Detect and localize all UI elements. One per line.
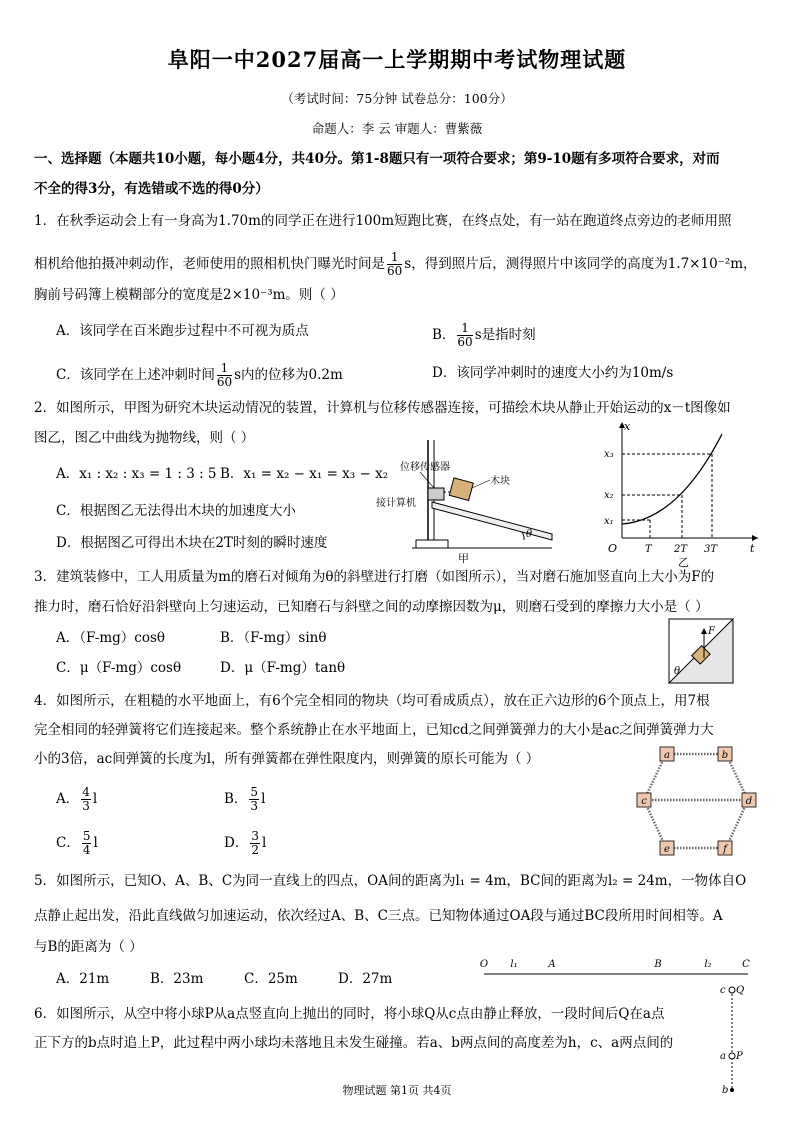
q4-fig-label-d: d <box>745 796 753 807</box>
q3-line2: 推力时，磨石恰好沿斜壁向上匀速运动，已知磨石与斜壁之间的动摩擦因数为μ，则磨石受到的摩擦力大小是（ ） <box>34 599 709 615</box>
q6-fig-c: c <box>720 985 726 996</box>
q4-figure-hexagon <box>634 744 760 860</box>
q2-option-c: C．根据图乙无法得出木块的加速度大小 <box>56 503 296 519</box>
q4-fig-label-a: a <box>664 750 670 761</box>
q1-fraction: $\frac{1}{60}$ <box>387 250 403 278</box>
q2-fig-b-xlabel: t <box>750 542 755 555</box>
q2-fig-b-ylabel: x <box>624 420 631 433</box>
q5-option-b: B．23m <box>150 971 204 987</box>
q5-option-c: C．25m <box>244 971 298 987</box>
q2-figure-apparatus <box>372 436 572 566</box>
q2-fig-a-block: 木块 <box>490 476 510 487</box>
q2-fig-b-xtick-2: 2T <box>674 544 688 555</box>
q3-fig-theta: θ <box>674 666 681 677</box>
q2-option-d: D．根据图乙可得出木块在2T时刻的瞬时速度 <box>56 535 328 551</box>
q2-fig-a-theta: θ <box>526 529 533 540</box>
q1-option-c: C．该同学在上述冲刺时间 $\frac{1}{60}$ s内的位移为0.2m <box>56 361 343 389</box>
q1-option-d: D．该同学冲刺时的速度大小约为10m/s <box>432 365 674 381</box>
q5-fig-point-c: C <box>742 959 750 970</box>
q6-fig-a: a <box>720 1051 726 1062</box>
q5-line1: 5．如图所示，已知O、A、B、C为同一直线上的四点，OA间的距离为l₁ = 4m，BC间的距离为l₂ = 24m，一物体自O <box>34 873 747 889</box>
q1-line1: 1．在秋季运动会上有一身高为1.70m的同学正在进行100m短跑比赛，在终点处，有一站在跑道终点旁边的老师用照 <box>34 213 732 229</box>
q4-fig-label-c: c <box>641 796 647 807</box>
q2-fig-b-xtick-1: T <box>645 544 652 555</box>
q4-option-a: A． $\frac{4}{3}$ l <box>56 785 98 813</box>
q4-line1: 4．如图所示，在粗糙的水平地面上，有6个完全相同的物块（均可看成质点），放在正六边形的6个顶点上，用7根 <box>34 693 710 709</box>
q2-line2: 图乙，图乙中曲线为抛物线，则（ ） <box>34 430 255 446</box>
q5-fig-l1: l₁ <box>510 959 518 970</box>
q4-fig-label-f: f <box>723 844 727 855</box>
q1-line2: 相机给他拍摄冲刺动作，老师使用的照相机快门曝光时间是 $\frac{1}{60}$ s，得到照片后，测得照片中该同学的高度为1.7×10⁻²m， <box>34 250 757 278</box>
q4-fig-label-e: e <box>664 844 670 855</box>
q6-line2: 正下方的b点时追上P，此过程中两小球均未落地且未发生碰撞。若a、b两点间的高度差为h，c、a两点间的 <box>34 1035 674 1051</box>
q4-option-b: B． $\frac{5}{3}$ l <box>224 785 266 813</box>
q2-option-a: A．x₁ : x₂ : x₃ = 1 : 3 : 5 <box>56 466 217 482</box>
q4-line3: 小的3倍，ac间弹簧的长度为l，所有弹簧都在弹性限度内，则弹簧的原长可能为（ ） <box>34 751 540 767</box>
q5-fig-point-o: O <box>479 959 489 970</box>
section-heading-line1: 一、选择题（本题共10小题，每小题4分，共40分。第1-8题只有一项符合要求；第9-10题有多项符合要求，对而 <box>34 151 720 167</box>
q6-fig-q: Q <box>736 985 745 996</box>
q5-fig-point-a: A <box>548 959 556 970</box>
q4-line2: 完全相同的轻弹簧将它们连接起来。整个系统静止在水平地面上，已知cd之间弹簧弹力的大小是ac之间弹簧弹力大 <box>34 722 714 738</box>
q2-fig-a-computer: 接计算机 <box>376 498 416 509</box>
q5-option-d: D．27m <box>338 971 393 987</box>
section-heading-line2: 不全的得3分，有选错或不选的得0分） <box>34 181 269 197</box>
q3-figure-incline <box>668 618 736 686</box>
q6-figure-balls <box>714 980 750 1096</box>
q1-option-a: A．该同学在百米跑步过程中不可视为质点 <box>56 323 309 339</box>
q2-option-b: B．x₁ = x₂ − x₁ = x₃ − x₂ <box>220 466 389 482</box>
q2-fig-b-ytick-2: x₂ <box>604 490 614 501</box>
exam-title: 阜阳一中2027届高一上学期期中考试物理试题 <box>167 47 627 72</box>
q3-line1: 3．建筑装修中，工人用质量为m的磨石对倾角为θ的斜壁进行打磨（如图所示），当对磨石施加竖直向上大小为F的 <box>34 569 715 585</box>
q2-fig-b-caption: 乙 <box>678 556 689 568</box>
q2-line1: 2．如图所示，甲图为研究木块运动情况的装置，计算机与位移传感器连接，可描绘木块从静止开始运动的x－t图像如 <box>34 400 731 416</box>
exam-info: （考试时间：75分钟 试卷总分：100分） <box>281 91 513 106</box>
q2-figure-xt-graph <box>598 418 768 568</box>
q4-fig-label-b: b <box>721 750 729 761</box>
q2-fig-a-sensor: 位移传感器 <box>400 462 450 473</box>
q5-line3: 与B的距离为（ ） <box>34 939 143 955</box>
q6-line1: 6．如图所示，从空中将小球P从a点竖直向上抛出的同时，将小球Q从c点由静止释放，一段时间后Q在a点 <box>34 1006 665 1022</box>
q5-option-a: A．21m <box>56 971 110 987</box>
q5-line2: 点静止起出发，沿此直线做匀加速运动，依次经过A、B、C三点。已知物体通过OA段与通过BC段所用时间相等。A <box>34 908 723 924</box>
q2-fig-b-origin: O <box>608 542 618 555</box>
q6-fig-p: P <box>736 1051 743 1062</box>
q3-fig-force: F <box>708 626 715 637</box>
q1-line3: 胸前号码簿上模糊部分的宽度是2×10⁻³m。则（ ） <box>34 287 344 303</box>
q3-option-c: C．μ（F-mg）cosθ <box>56 660 182 676</box>
q5-fig-point-b: B <box>654 959 662 970</box>
q2-fig-b-xtick-3: 3T <box>704 544 718 555</box>
q3-option-b: B．（F-mg）sinθ <box>220 630 327 646</box>
q6-fig-b: b <box>722 1085 729 1096</box>
exam-authors: 命题人：李 云 审题人：曹紫薇 <box>311 121 483 136</box>
q3-option-d: D．μ（F-mg）tanθ <box>220 660 346 676</box>
q2-fig-a-caption: 甲 <box>458 552 469 565</box>
q2-fig-b-ytick-1: x₁ <box>604 516 614 527</box>
q2-fig-b-ytick-3: x₃ <box>604 449 614 460</box>
q4-option-c: C． $\frac{5}{4}$ l <box>56 829 98 857</box>
q3-option-a: A．（F-mg）cosθ <box>56 630 166 646</box>
q1-option-b: B． $\frac{1}{60}$ s是指时刻 <box>432 321 536 349</box>
q5-fig-l2: l₂ <box>704 959 712 970</box>
page-footer: 物理试题 第1页 共4页 <box>342 1084 452 1097</box>
q4-option-d: D． $\frac{3}{2}$ l <box>224 829 267 857</box>
